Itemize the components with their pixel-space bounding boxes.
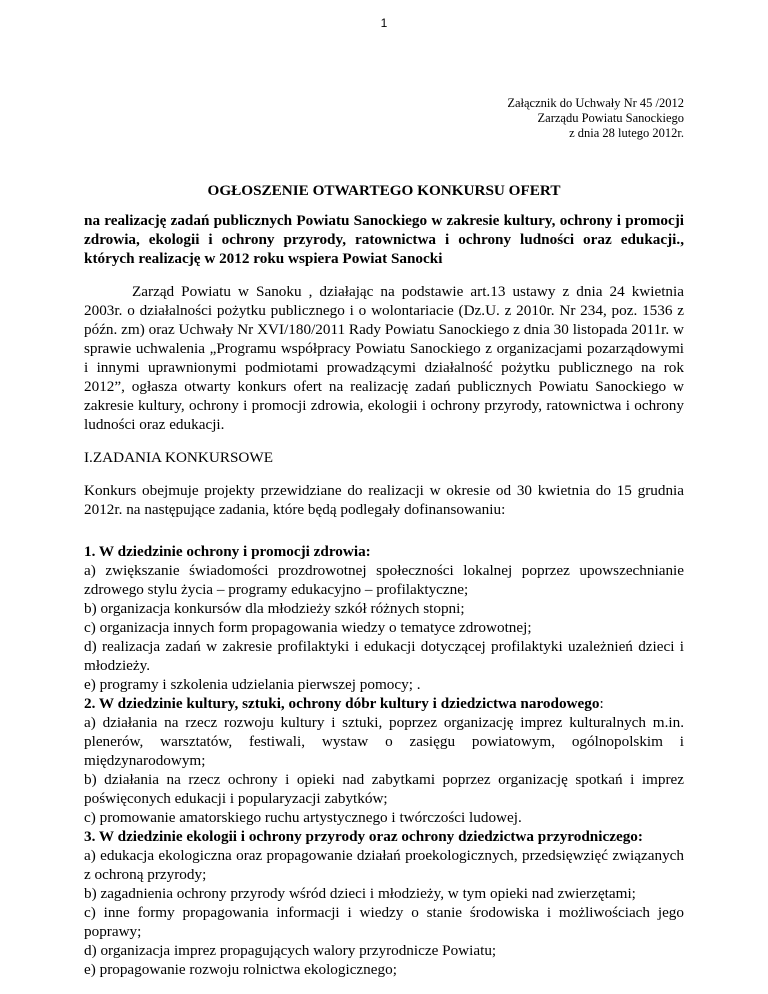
section-intro: Konkurs obejmuje projekty przewidziane do realizacji w okresie od 30 kwietnia do 15 grudnia 2012r. na następujące zadania, które będą podlegały dofinansowaniu: <box>84 482 684 518</box>
area-health-item-d: d) realizacja zadań w zakresie profilaktyki i edukacji dotyczącej profilaktyki uzależnień dzieci i młodzieży. <box>84 638 684 674</box>
area-culture-item-a: a) działania na rzecz rozwoju kultury i sztuki, poprzez organizację imprez kulturalnych m.in. plenerów, warsztatów, festiwali, wystaw o zasięgu powiatowym, ogólnopolskim i międzynarodowym; <box>84 714 684 769</box>
area-ecology-item-c: c) inne formy propagowania informacji i wiedzy o stanie środowiska i możliwościach jego poprawy; <box>84 904 684 940</box>
area-health-item-c: c) organizacja innych form propagowania wiedzy o tematyce zdrowotnej; <box>84 619 532 636</box>
attachment-line-board: Zarządu Powiatu Sanockiego <box>537 111 684 125</box>
area-ecology-item-a: a) edukacja ekologiczna oraz propagowanie działań proekologicznych, przedsięwzięć związanych z ochroną przyrody; <box>84 847 684 883</box>
document-body <box>84 211 684 979</box>
area-ecology-item-e: e) propagowanie rozwoju rolnictwa ekologicznego; <box>84 961 397 978</box>
attachment-note <box>507 96 684 141</box>
section-heading: I.ZADANIA KONKURSOWE <box>84 449 273 466</box>
area-ecology-item-d: d) organizacja imprez propagujących walory przyrodnicze Powiatu; <box>84 942 497 959</box>
area-culture-item-b: b) działania na rzecz ochrony i opieki nad zabytkami poprzez organizację spotkań i imprez poświęconych edukacji i popularyzacji zabytków; <box>84 771 684 807</box>
task-areas <box>84 542 684 979</box>
document-subtitle: na realizację zadań publicznych Powiatu Sanockiego w zakresie kultury, ochrony i promocji zdrowia, ekologii i ochrony przyrody, ratownictwa i ochrony ludności oraz edukacji., których realizację w 2012 roku wspiera Powiat Sanocki <box>84 212 684 267</box>
area-health-item-e: e) programy i szkolenia udzielania pierwszej pomocy; . <box>84 676 421 693</box>
area-ecology-item-b: b) zagadnienia ochrony przyrody wśród dzieci i młodzieży, w tym opieki nad zwierzętami; <box>84 885 636 902</box>
area-culture-title-colon: : <box>599 695 604 712</box>
document-title: OGŁOSZENIE OTWARTEGO KONKURSU OFERT <box>207 182 561 199</box>
area-ecology-title: 3. W dziedzinie ekologii i ochrony przyrody oraz ochrony dziedzictwa przyrodniczego: <box>84 828 643 845</box>
area-health-item-a: a) zwiększanie świadomości prozdrowotnej społeczności lokalnej poprzez upowszechnianie zdrowego stylu życia – programy edukacyjno – profilaktyczne; <box>84 562 684 598</box>
attachment-line-resolution: Załącznik do Uchwały Nr 45 /2012 <box>507 96 684 110</box>
area-culture-heading <box>84 694 684 713</box>
page-number: 1 <box>380 16 388 30</box>
area-health-title: 1. W dziedzinie ochrony i promocji zdrowia: <box>84 543 371 560</box>
area-culture-title: 2. W dziedzinie kultury, sztuki, ochrony dóbr kultury i dziedzictwa narodowego <box>84 695 600 712</box>
attachment-line-date: z dnia 28 lutego 2012r. <box>569 126 684 140</box>
area-health-item-b: b) organizacja konkursów dla młodzieży szkół różnych stopni; <box>84 600 465 617</box>
area-culture-item-c: c) promowanie amatorskiego ruchu artystycznego i twórczości ludowej. <box>84 809 522 826</box>
intro-paragraph: Zarząd Powiatu w Sanoku , działając na podstawie art.13 ustawy z dnia 24 kwietnia 2003r. o działalności pożytku publicznego i o wolontariacie (Dz.U. z 2010r. Nr 234, poz. 1536 z późn. zm) oraz Uchwały Nr XVI/180/2011 Rady Powiatu Sanockiego z dnia 30 listopada 2011r. w sprawie uchwalenia „Programu współpracy Powiatu Sanockiego z organizacjami pozarządowymi i innymi uprawnionymi podmiotami prowadzącymi działalność pożytku publicznego na rok 2012”, ogłasza otwarty konkurs ofert na realizację zadań publicznych Powiatu Sanockiego w zakresie kultury, ochrony i promocji zdrowia, ekologii i ochrony przyrody, ratownictwa i ochrony ludności oraz edukacji. <box>84 283 684 433</box>
